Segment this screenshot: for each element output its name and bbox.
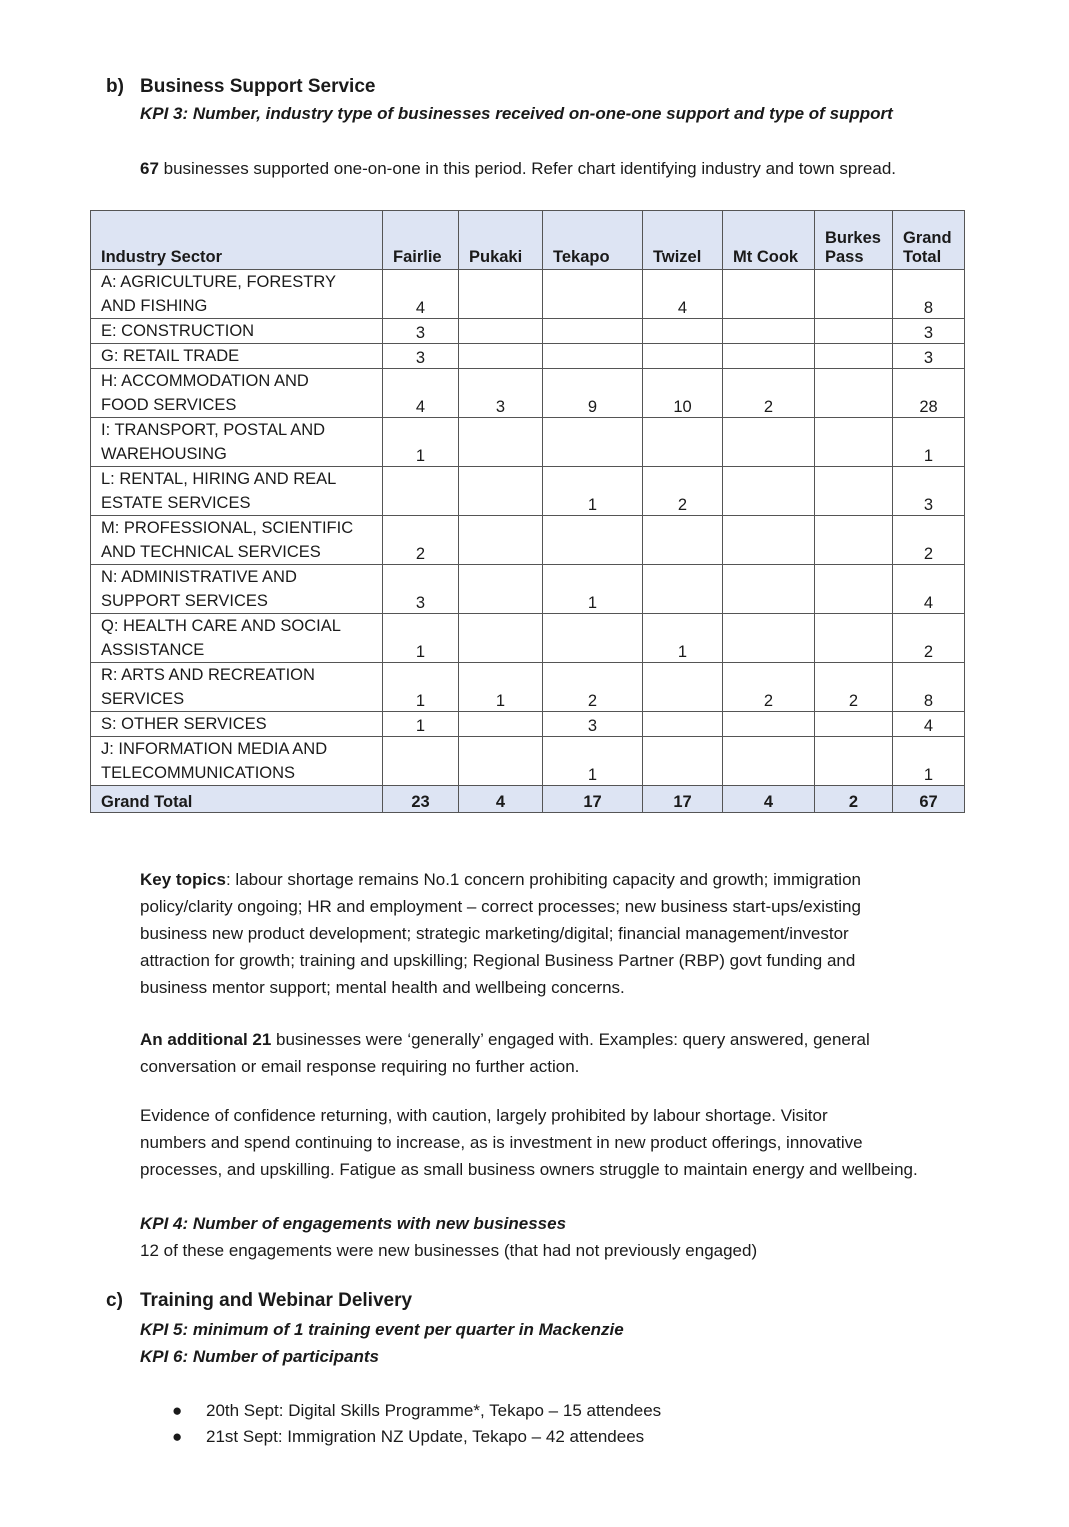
cell-mtcook — [723, 467, 815, 516]
cell-pukaki: 3 — [459, 369, 543, 418]
cell-mtcook: 2 — [723, 369, 815, 418]
cell-fairlie: 1 — [383, 418, 459, 467]
cell-fairlie: 1 — [383, 663, 459, 712]
industry-sector-cell: H: ACCOMMODATION AND FOOD SERVICES — [91, 369, 383, 418]
industry-sector-cell: N: ADMINISTRATIVE AND SUPPORT SERVICES — [91, 565, 383, 614]
cell-total: 3 — [893, 319, 965, 344]
cell-tekapo — [543, 516, 643, 565]
cell-twizel — [643, 319, 723, 344]
header-burkes-pass: Burkes Pass — [815, 211, 893, 270]
cell-burkes — [815, 516, 893, 565]
cell-mtcook — [723, 737, 815, 786]
grand-total-row — [91, 786, 965, 813]
cell-total: 2 — [893, 516, 965, 565]
grand-total-fairlie: 23 — [383, 786, 459, 813]
cell-burkes — [815, 319, 893, 344]
intro-paragraph — [140, 155, 896, 182]
cell-burkes — [815, 737, 893, 786]
cell-pukaki: 1 — [459, 663, 543, 712]
list-item: ● 21st Sept: Immigration NZ Update, Tekapo – 42 attendees — [140, 1424, 661, 1450]
cell-pukaki — [459, 344, 543, 369]
cell-twizel — [643, 737, 723, 786]
cell-total: 1 — [893, 737, 965, 786]
cell-tekapo: 1 — [543, 565, 643, 614]
additional-count: An additional 21 — [140, 1030, 272, 1049]
section-b-letter: b) — [106, 76, 124, 97]
cell-mtcook: 2 — [723, 663, 815, 712]
cell-tekapo — [543, 614, 643, 663]
industry-sector-cell: J: INFORMATION MEDIA AND TELECOMMUNICATIONS — [91, 737, 383, 786]
cell-burkes — [815, 614, 893, 663]
table-row — [91, 467, 965, 516]
cell-total: 4 — [893, 712, 965, 737]
cell-twizel — [643, 565, 723, 614]
cell-pukaki — [459, 467, 543, 516]
table-header-row — [91, 211, 965, 270]
industry-sector-cell: E: CONSTRUCTION — [91, 319, 383, 344]
header-pukaki: Pukaki — [459, 211, 543, 270]
cell-tekapo — [543, 319, 643, 344]
cell-mtcook — [723, 270, 815, 319]
header-industry-sector: Industry Sector — [91, 211, 383, 270]
header-fairlie: Fairlie — [383, 211, 459, 270]
table-row — [91, 270, 965, 319]
industry-sector-cell: M: PROFESSIONAL, SCIENTIFIC AND TECHNICAL SERVICES — [91, 516, 383, 565]
cell-fairlie: 4 — [383, 270, 459, 319]
cell-total: 8 — [893, 270, 965, 319]
cell-burkes — [815, 418, 893, 467]
cell-tekapo: 9 — [543, 369, 643, 418]
cell-pukaki — [459, 737, 543, 786]
cell-total: 4 — [893, 565, 965, 614]
table-row — [91, 319, 965, 344]
cell-twizel: 2 — [643, 467, 723, 516]
cell-tekapo: 1 — [543, 467, 643, 516]
cell-mtcook — [723, 712, 815, 737]
table-row — [91, 712, 965, 737]
cell-mtcook — [723, 344, 815, 369]
cell-tekapo — [543, 344, 643, 369]
cell-tekapo — [543, 270, 643, 319]
cell-tekapo: 2 — [543, 663, 643, 712]
section-c-letter: c) — [106, 1290, 123, 1311]
cell-fairlie: 3 — [383, 319, 459, 344]
grand-total-tekapo: 17 — [543, 786, 643, 813]
grand-total-burkes: 2 — [815, 786, 893, 813]
industry-sector-cell: L: RENTAL, HIRING AND REAL ESTATE SERVICES — [91, 467, 383, 516]
section-c-title: Training and Webinar Delivery — [140, 1290, 413, 1311]
cell-fairlie — [383, 467, 459, 516]
cell-total: 8 — [893, 663, 965, 712]
kpi3-heading: KPI 3: Number, industry type of businesses received on-one-one support and type of support — [140, 104, 893, 123]
cell-tekapo — [543, 418, 643, 467]
table-row — [91, 516, 965, 565]
header-twizel: Twizel — [643, 211, 723, 270]
cell-pukaki — [459, 516, 543, 565]
cell-burkes — [815, 712, 893, 737]
cell-total: 1 — [893, 418, 965, 467]
cell-burkes — [815, 369, 893, 418]
cell-total: 3 — [893, 344, 965, 369]
grand-total-label: Grand Total — [91, 786, 383, 813]
cell-pukaki — [459, 614, 543, 663]
bullet-icon: ● — [172, 1401, 183, 1420]
cell-mtcook — [723, 319, 815, 344]
industry-sector-cell: I: TRANSPORT, POSTAL AND WAREHOUSING — [91, 418, 383, 467]
cell-twizel: 1 — [643, 614, 723, 663]
cell-burkes: 2 — [815, 663, 893, 712]
cell-mtcook — [723, 516, 815, 565]
kpi5-heading: KPI 5: minimum of 1 training event per quarter in Mackenzie — [140, 1320, 624, 1339]
cell-twizel: 10 — [643, 369, 723, 418]
table-row — [91, 614, 965, 663]
table-row — [91, 418, 965, 467]
cell-total: 28 — [893, 369, 965, 418]
table-row — [91, 663, 965, 712]
industry-sector-table — [90, 210, 965, 813]
cell-burkes — [815, 270, 893, 319]
cell-pukaki — [459, 418, 543, 467]
cell-pukaki — [459, 565, 543, 614]
industry-sector-cell: Q: HEALTH CARE AND SOCIAL ASSISTANCE — [91, 614, 383, 663]
industry-sector-cell: A: AGRICULTURE, FORESTRY AND FISHING — [91, 270, 383, 319]
cell-tekapo: 3 — [543, 712, 643, 737]
header-grand-total: Grand Total — [893, 211, 965, 270]
list-item: ● 20th Sept: Digital Skills Programme*, Tekapo – 15 attendees — [140, 1398, 661, 1424]
cell-pukaki — [459, 270, 543, 319]
header-mt-cook: Mt Cook — [723, 211, 815, 270]
cell-fairlie: 3 — [383, 565, 459, 614]
cell-burkes — [815, 565, 893, 614]
kpi4-text: 12 of these engagements were new businesses (that had not previously engaged) — [140, 1241, 758, 1260]
cell-twizel — [643, 418, 723, 467]
cell-total: 2 — [893, 614, 965, 663]
evidence-paragraph: Evidence of confidence returning, with caution, largely prohibited by labour shortage. Visitor numbers and spend continuing to increase, as is investment in new product offerings, innovative processes, and upskilling. Fatigue as small business owners struggle to maintain energy and wellbeing. — [140, 1106, 918, 1179]
key-topics-label: Key topics — [140, 870, 226, 889]
grand-total-mtcook: 4 — [723, 786, 815, 813]
industry-sector-cell: S: OTHER SERVICES — [91, 712, 383, 737]
table-row — [91, 369, 965, 418]
cell-pukaki — [459, 712, 543, 737]
cell-burkes — [815, 344, 893, 369]
cell-twizel — [643, 663, 723, 712]
cell-twizel: 4 — [643, 270, 723, 319]
grand-total-twizel: 17 — [643, 786, 723, 813]
cell-fairlie: 1 — [383, 712, 459, 737]
cell-tekapo: 1 — [543, 737, 643, 786]
key-topics-paragraph: Key topics: labour shortage remains No.1 concern prohibiting capacity and growth; immigration policy/clarity ongoing; HR and employment – correct processes; new business start-ups/existing business new product development; strategic marketing/digital; financial management/investor attraction for growth; training and upskilling; Regional Business Partner (RBP) govt funding and business mentor support; mental health and wellbeing concerns. — [140, 870, 861, 997]
cell-twizel — [643, 516, 723, 565]
table-row — [91, 565, 965, 614]
cell-twizel — [643, 344, 723, 369]
cell-mtcook — [723, 614, 815, 663]
industry-sector-cell: G: RETAIL TRADE — [91, 344, 383, 369]
table-row — [91, 737, 965, 786]
cell-total: 3 — [893, 467, 965, 516]
cell-fairlie: 4 — [383, 369, 459, 418]
bullet-icon: ● — [172, 1427, 183, 1446]
industry-sector-cell: R: ARTS AND RECREATION SERVICES — [91, 663, 383, 712]
cell-burkes — [815, 467, 893, 516]
cell-fairlie: 1 — [383, 614, 459, 663]
grand-total-total: 67 — [893, 786, 965, 813]
kpi4-heading: KPI 4: Number of engagements with new businesses — [140, 1214, 567, 1233]
grand-total-pukaki: 4 — [459, 786, 543, 813]
intro-text: businesses supported one-on-one in this period. Refer chart identifying industry and town spread. — [158, 159, 897, 178]
table-row — [91, 344, 965, 369]
intro-count: 67 — [140, 159, 159, 178]
additional-engagements-paragraph: An additional 21 businesses were ‘generally’ engaged with. Examples: query answered, general conversation or email response requiring no further action. — [140, 1030, 870, 1076]
training-events-list — [140, 1398, 661, 1450]
cell-mtcook — [723, 418, 815, 467]
header-tekapo: Tekapo — [543, 211, 643, 270]
cell-twizel — [643, 712, 723, 737]
cell-fairlie — [383, 737, 459, 786]
cell-pukaki — [459, 319, 543, 344]
section-b-title: Business Support Service — [140, 76, 376, 97]
cell-fairlie: 3 — [383, 344, 459, 369]
cell-fairlie: 2 — [383, 516, 459, 565]
cell-mtcook — [723, 565, 815, 614]
kpi6-heading: KPI 6: Number of participants — [140, 1347, 379, 1366]
